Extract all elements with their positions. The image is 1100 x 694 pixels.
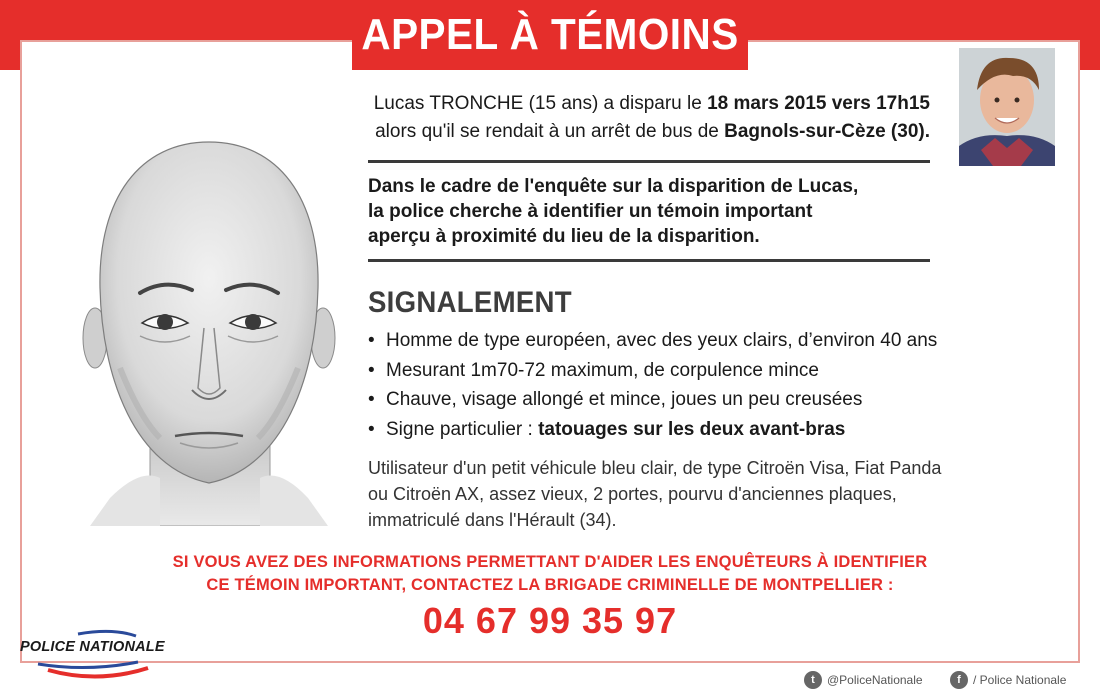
list-item: • Homme de type européen, avec des yeux clairs, d’environ 40 ans xyxy=(368,330,938,351)
intro-text xyxy=(250,90,930,146)
signalement-list xyxy=(368,326,1068,444)
suspect-sketch xyxy=(80,138,338,526)
logo-swoosh-icon xyxy=(18,628,188,683)
page-title: APPEL À TÉMOINS xyxy=(361,10,739,59)
intro-line1: Lucas TRONCHE (15 ans) a disparu le xyxy=(373,93,708,114)
facebook-page[interactable]: f / Police Nationale xyxy=(950,671,1066,689)
context-text xyxy=(368,174,928,249)
contact-phone[interactable]: 04 67 99 35 97 xyxy=(422,600,678,641)
victim-photo xyxy=(959,48,1055,166)
list-item: • Signe particulier : tatouages sur les deux avant-bras xyxy=(368,418,846,440)
list-item: • Chauve, visage allongé et mince, joues un peu creusées xyxy=(368,389,863,410)
list-item: • Mesurant 1m70-72 maximum, de corpulence mince xyxy=(368,359,819,381)
vehicle-description: Utilisateur d'un petit véhicule bleu clair, de type Citroën Visa, Fiat Panda ou Citroën AX, assez vieux, 2 portes, pourvu d'anciennes plaques, immatriculé dans l'Hérault (34). xyxy=(368,458,942,530)
police-nationale-logo xyxy=(18,628,188,683)
divider xyxy=(368,259,930,262)
call-to-action: SI VOUS AVEZ DES INFORMATIONS PERMETTANT D'AIDER LES ENQUÊTEURS À IDENTIFIER CE TÉMOIN IMPORTANT, CONTACTEZ LA BRIGADE CRIMINELLE DE MONTPELLIER : xyxy=(172,553,928,594)
disappearance-date: 18 mars 2015 vers 17h15 xyxy=(707,93,930,114)
particular-sign: tatouages sur les deux avant-bras xyxy=(538,418,846,440)
logo-text: POLICE NATIONALE xyxy=(20,639,165,655)
context-line: aperçu à proximité du lieu de la disparition. xyxy=(368,226,760,247)
divider xyxy=(368,160,930,163)
disappearance-place: Bagnols-sur-Cèze (30). xyxy=(724,121,930,142)
context-line: la police cherche à identifier un témoin important xyxy=(368,201,813,222)
twitter-icon: t xyxy=(804,671,822,689)
facebook-icon: f xyxy=(950,671,968,689)
twitter-handle[interactable]: t @PoliceNationale xyxy=(804,671,923,689)
signalement-title: SIGNALEMENT xyxy=(368,286,572,319)
title-box xyxy=(352,0,748,70)
intro-line2: alors qu'il se rendait à un arrêt de bus de xyxy=(375,121,725,142)
context-line: Dans le cadre de l'enquête sur la disparition de Lucas, xyxy=(368,176,859,197)
